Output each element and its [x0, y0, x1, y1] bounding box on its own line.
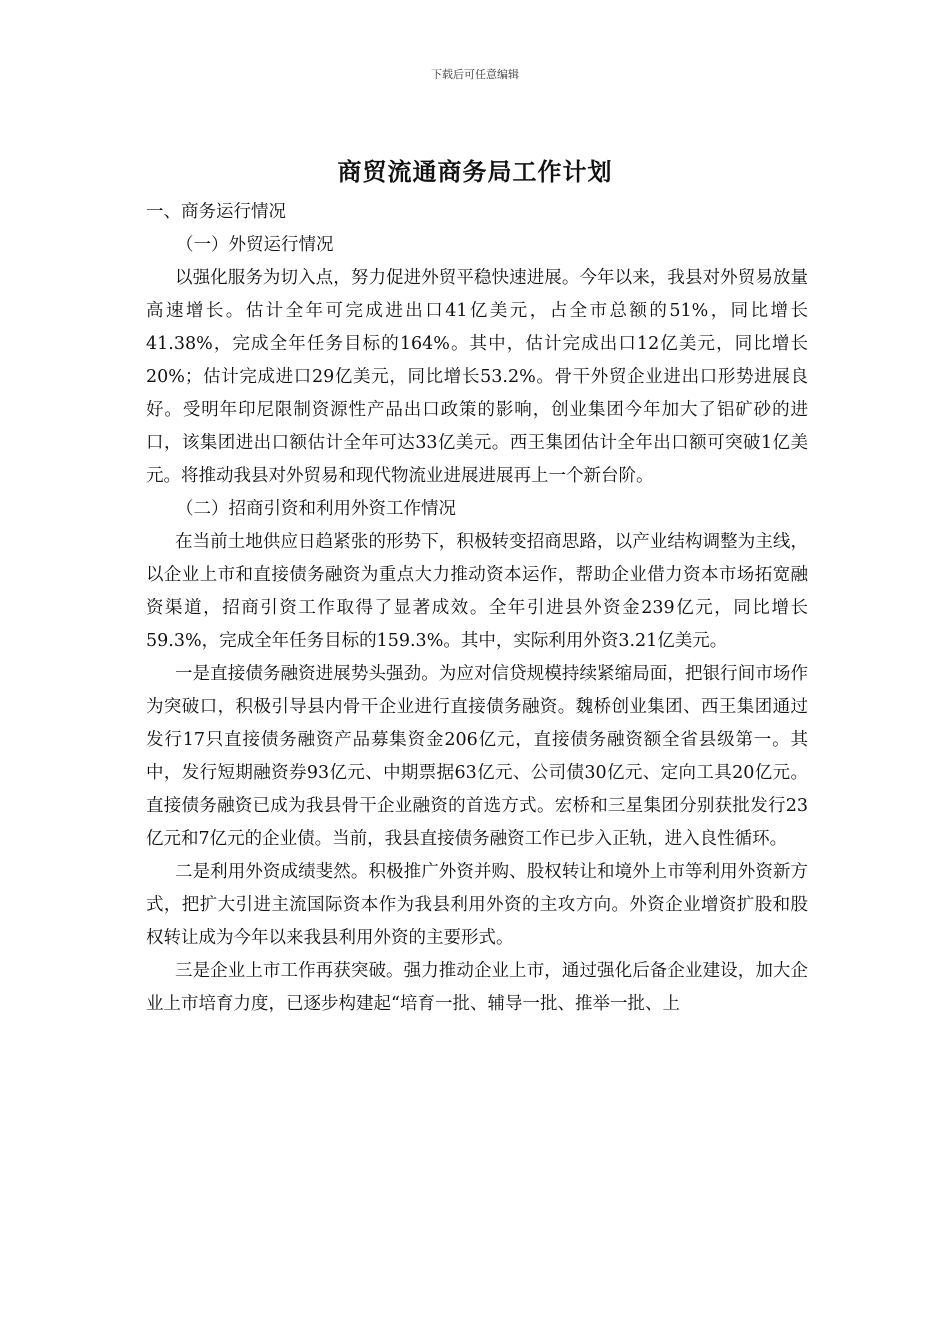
subsection-heading-1-1: （一）外贸运行情况: [176, 235, 334, 255]
document-body: [146, 196, 808, 1021]
subsection-heading-1-2: （二）招商引资和利用外资工作情况: [176, 499, 456, 519]
paragraph-investment: 在当前土地供应日趋紧张的形势下，积极转变招商思路，以产业结构调整为主线，以企业上市和直接债务融资为重点大力推动资本运作，帮助企业借力资本市场拓宽融资渠道，招商引资工作取得了显著成效。全年引进县外资金239亿元，同比增长59.3%，完成全年任务目标的159.3%。其中，实际利用外资3.21亿美元。: [146, 532, 808, 651]
paragraph-foreign-capital: 二是利用外资成绩斐然。积极推广外资并购、股权转让和境外上市等利用外资新方式，把扩大引进主流国际资本作为我县利用外资的主攻方向。外资企业增资扩股和股权转让成为今年以来我县利用外资的主要形式。: [146, 862, 808, 948]
paragraph-listing: 三是企业上市工作再获突破。强力推动企业上市，通过强化后备企业建设，加大企业上市培育力度，已逐步构建起“培育一批、辅导一批、推举一批、上: [146, 961, 808, 1014]
paragraph-foreign-trade: 以强化服务为切入点，努力促进外贸平稳快速进展。今年以来，我县对外贸易放量高速增长。估计全年可完成进出口41亿美元，占全市总额的51%，同比增长41.38%，完成全年任务目标的164%。其中，估计完成出口12亿美元，同比增长20%；估计完成进口29亿美元，同比增长53.2%。骨干外贸企业进出口形势进展良好。受明年印尼限制资源性产品出口政策的影响，创业集团今年加大了铝矿砂的进口，该集团进出口额估计全年可达33亿美元。西王集团估计全年出口额可突破1亿美元。将推动我县对外贸易和现代物流业进展进展再上一个新台阶。: [146, 268, 808, 486]
header-note: 下载后可任意编辑: [431, 68, 519, 81]
paragraph-debt-financing: 一是直接债务融资进展势头强劲。为应对信贷规模持续紧缩局面，把银行间市场作为突破口，积极引导县内骨干企业进行直接债务融资。魏桥创业集团、西王集团通过发行17只直接债务融资产品募集资金206亿元，直接债务融资额全省县级第一。其中，发行短期融资券93亿元、中期票据63亿元、公司债30亿元、定向工具20亿元。直接债务融资已成为我县骨干企业融资的首选方式。宏桥和三星集团分别获批发行23亿元和7亿元的企业债。当前，我县直接债务融资工作已步入正轨，进入良性循环。: [146, 664, 808, 849]
document-title: 商贸流通商务局工作计划: [337, 157, 613, 186]
section-heading-1: 一、商务运行情况: [146, 202, 286, 222]
